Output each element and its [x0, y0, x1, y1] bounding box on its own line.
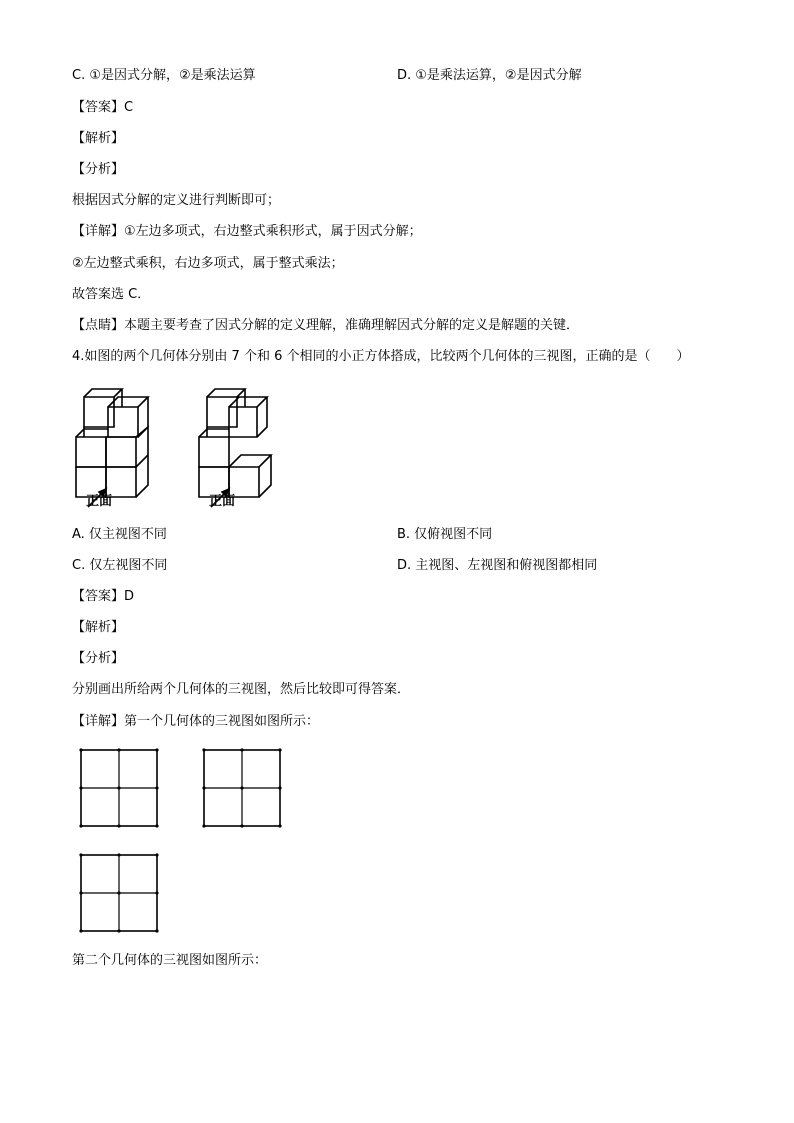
- cube-face: [108, 407, 138, 437]
- q4-option-a: A. 仅主视图不同: [72, 527, 167, 542]
- cube-edge: [136, 455, 148, 467]
- detail-line: [72, 223, 422, 241]
- q4-explain-tag: 【解析】: [72, 620, 125, 635]
- cube-edge: [76, 429, 108, 437]
- comment-tag: 【点睛】: [72, 318, 125, 333]
- top-view-grid: [80, 854, 160, 934]
- detail-text-2: ②左边整式乘积，右边多项式，属于整式乘法；: [72, 256, 344, 271]
- option-d: D. ①是乘法运算，②是因式分解: [397, 68, 582, 83]
- option-c: C. ①是因式分解，②是乘法运算: [72, 68, 256, 83]
- analysis-tag: 【分析】: [72, 162, 125, 177]
- cube-face: [106, 437, 136, 467]
- cube-face: [207, 397, 237, 427]
- q4-detail-text: 第一个几何体的三视图如图所示：: [124, 714, 320, 729]
- cube-face: [84, 397, 114, 427]
- left-view-grid: [203, 749, 283, 829]
- cube-edge: [199, 429, 229, 437]
- cube-edge: [229, 455, 271, 467]
- detail-text: ①左边多项式，右边整式乘积形式，属于因式分解；: [124, 224, 422, 239]
- comment-line: [72, 317, 579, 335]
- q4-option-c: C. 仅左视图不同: [72, 558, 168, 573]
- front-view-grid: [80, 749, 160, 829]
- cube-edge: [84, 389, 122, 397]
- q4-detail-tag: 【详解】: [72, 714, 125, 729]
- cube-face: [106, 467, 136, 497]
- cube-face: [229, 467, 259, 497]
- answer-value: C: [124, 100, 134, 115]
- q4-option-d: D. 主视图、左视图和俯视图都相同: [397, 558, 598, 573]
- cube-face: [199, 437, 229, 467]
- cube-face: [229, 407, 257, 437]
- q4-answer-line: [72, 588, 134, 606]
- front-label-2: 正面: [209, 494, 236, 509]
- geometry-figure-1: [72, 385, 182, 515]
- second-figure-text: 第二个几何体的三视图如图所示：: [72, 953, 268, 968]
- q4-answer-value: D: [124, 589, 135, 604]
- answer-line: [72, 99, 133, 117]
- answer-tag: 【答案】: [72, 100, 125, 115]
- q4-answer-tag: 【答案】: [72, 589, 125, 604]
- cube-edge: [229, 397, 267, 407]
- detail-tag: 【详解】: [72, 224, 125, 239]
- question-4-stem: 4.如图的两个几何体分别由 7 个和 6 个相同的小正方体搭成，比较两个几何体的三视图，正确的是（ ）: [72, 349, 690, 364]
- q4-analysis-text: 分别画出所给两个几何体的三视图，然后比较即可得答案．: [72, 682, 411, 697]
- cube-edge: [207, 389, 245, 397]
- q4-analysis-tag: 【分析】: [72, 651, 125, 666]
- front-label-1: 正面: [86, 494, 113, 509]
- cube-face: [76, 437, 106, 467]
- q4-detail-line: [72, 713, 319, 731]
- conclusion: 故答案选 C．: [72, 287, 151, 302]
- q4-option-b: B. 仅俯视图不同: [397, 527, 493, 542]
- comment-text: 本题主要考查了因式分解的定义理解，准确理解因式分解的定义是解题的关键．: [124, 318, 580, 333]
- explain-tag: 【解析】: [72, 131, 125, 146]
- geometry-figure-2: [195, 385, 305, 515]
- analysis-text: 根据因式分解的定义进行判断即可；: [72, 193, 281, 208]
